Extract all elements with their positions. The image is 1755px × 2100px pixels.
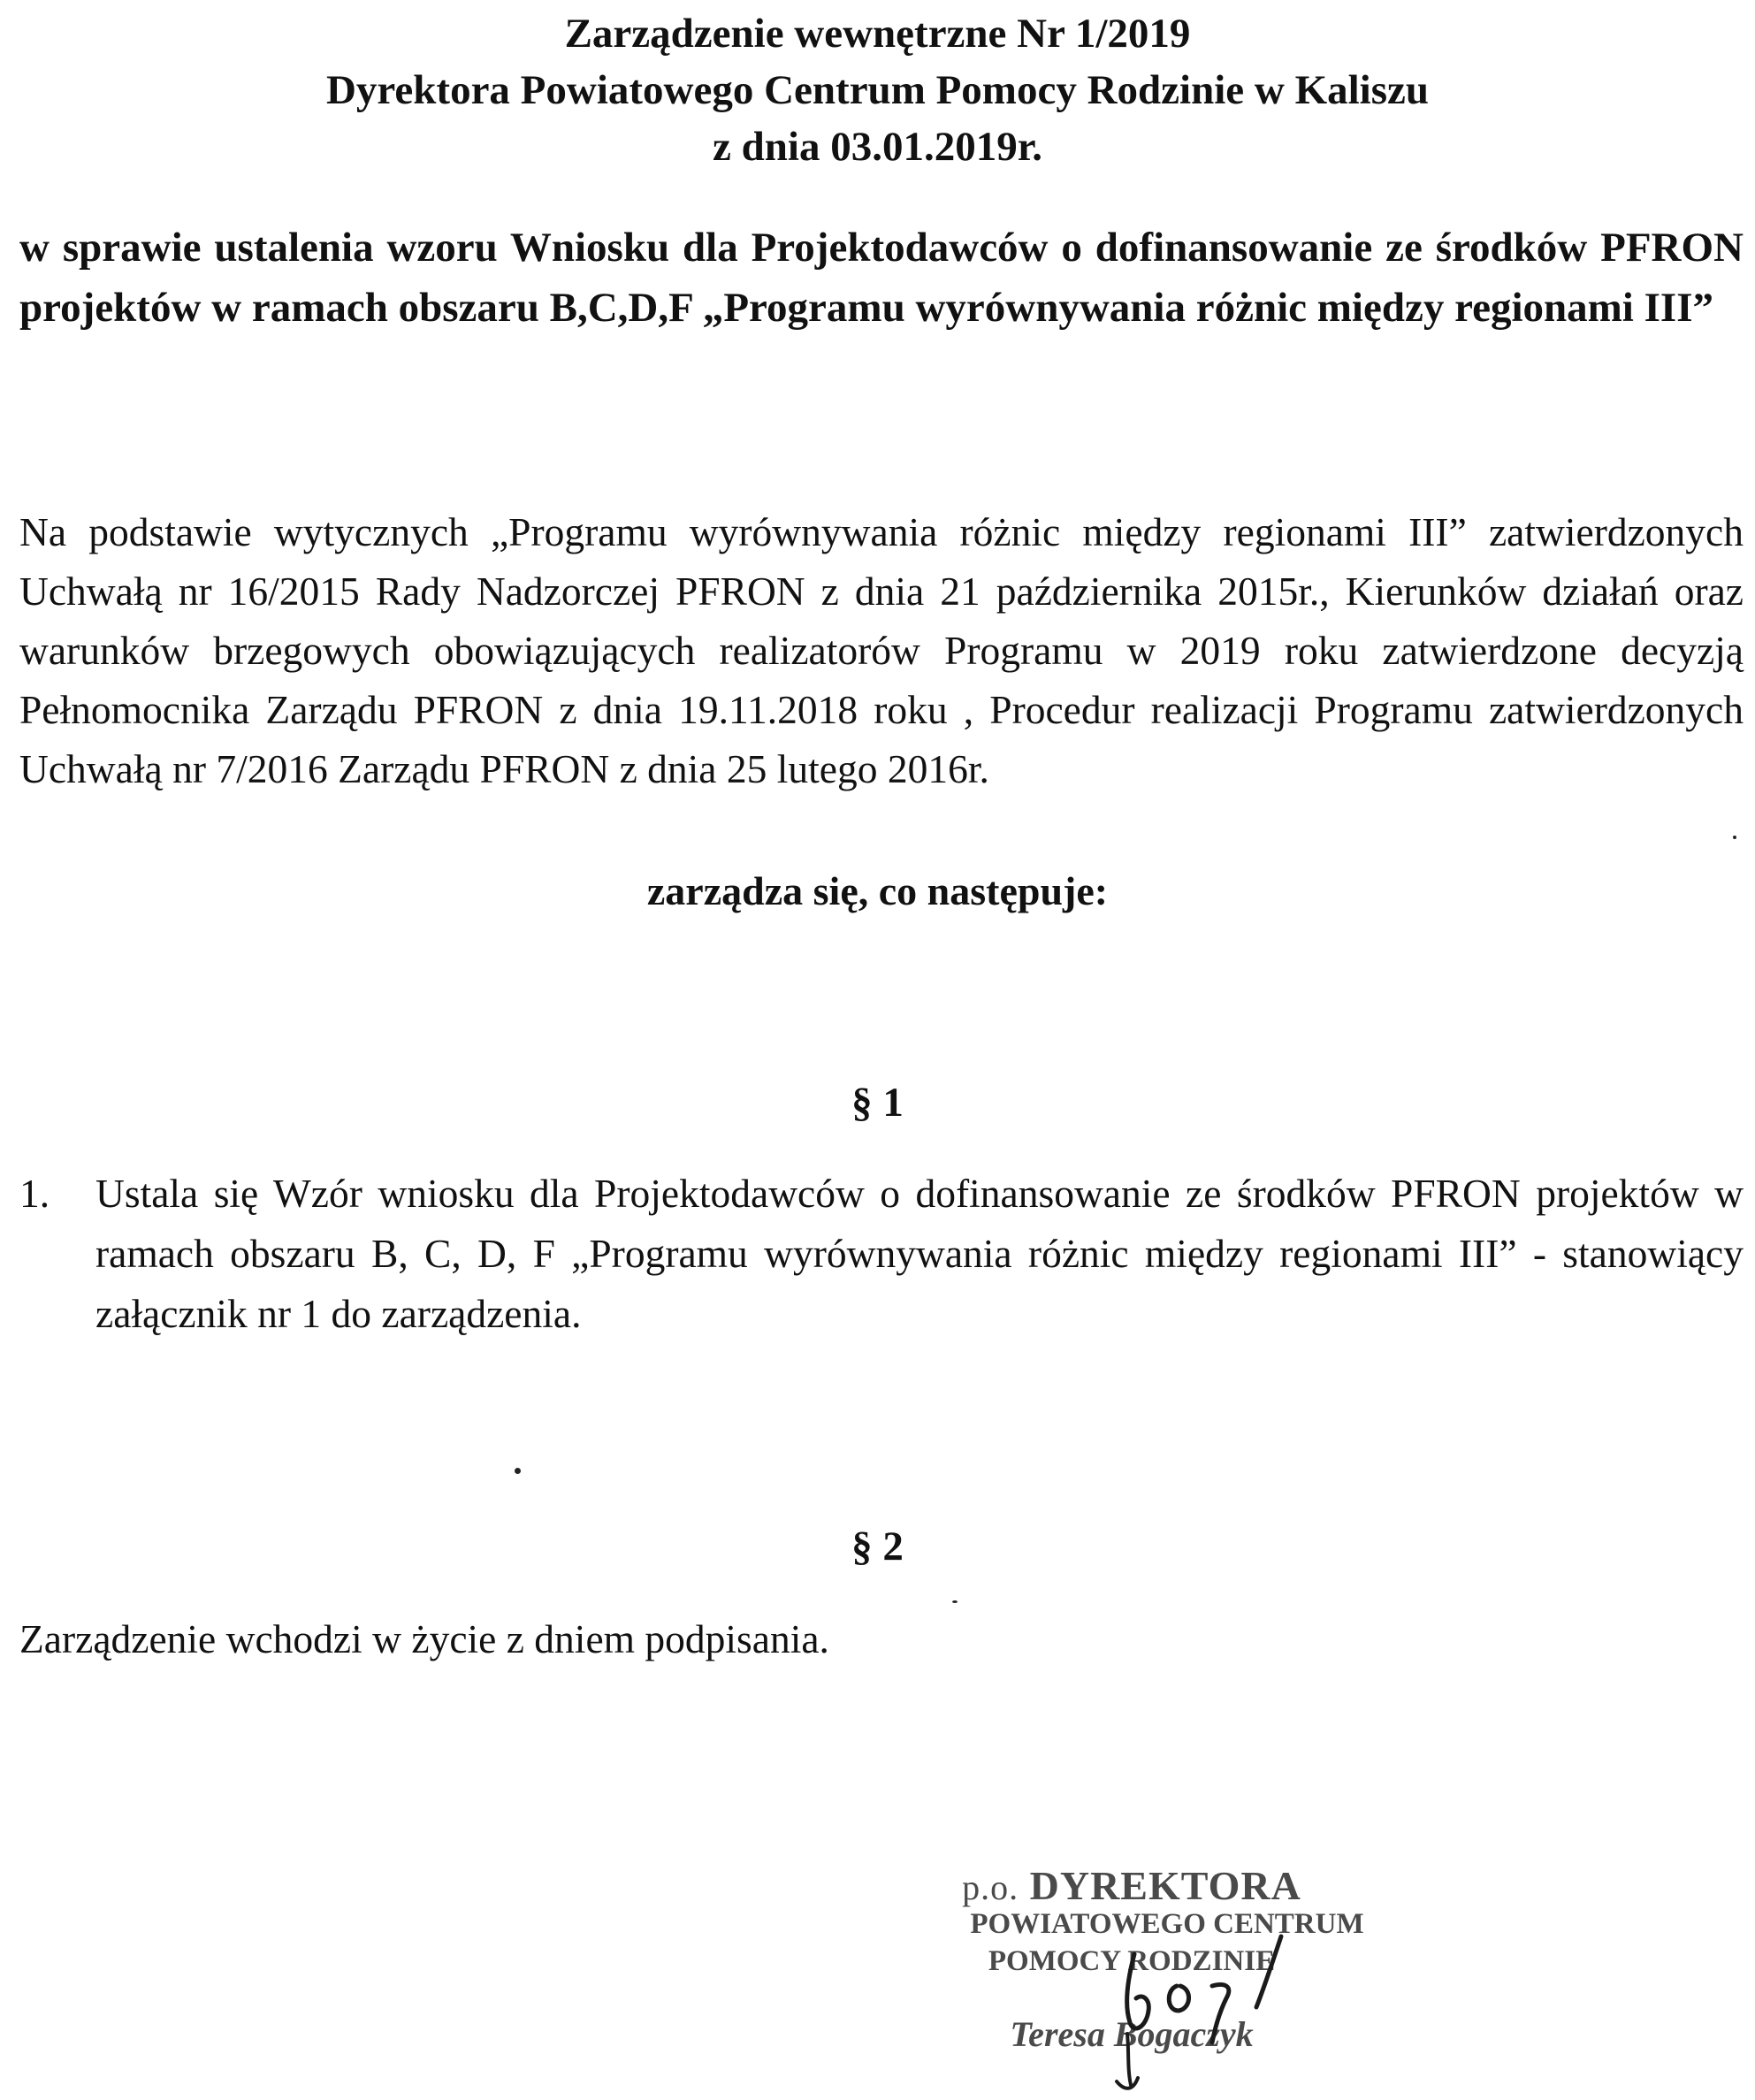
stamp-line-3: POMOCY RODZINIE — [988, 1945, 1276, 1977]
scan-speck — [515, 1468, 521, 1474]
stamp-title: DYREKTORA — [1029, 1863, 1301, 1908]
header-date: z dnia 03.01.2019r. — [713, 124, 1042, 170]
list-item-number: 1. — [19, 1171, 50, 1216]
section-1-mark: § 1 — [851, 1080, 904, 1126]
legal-basis-paragraph: Na podstawie wytycznych „Programu wyrównywania różnic między regionami III” zatwierdzonych Uchwałą nr 16/2015 Rady Nadzorczej PFRON z dnia 21 października 2015r., Kierunków działań oraz warunków brzegowych obowiązujących realizatorów Programu w 2019 roku zatwierdzone decyzją Pełnomocnika Zarządu PFRON z dnia 19.11.2018 roku , Procedur realizacji Programu zatwierdzonych Uchwałą nr 7/2016 Zarządu PFRON z dnia 25 lutego 2016r. — [19, 509, 1744, 791]
section-2-mark: § 2 — [851, 1523, 904, 1569]
list-item — [19, 1164, 1744, 1344]
signature-strokes — [1092, 1901, 1322, 2096]
scan-speck — [1733, 836, 1736, 839]
section-1-list — [19, 1164, 1744, 1344]
decree-statement: zarządza się, co następuje: — [646, 868, 1109, 913]
stamp-prefix: p.o. — [962, 1867, 1019, 1907]
stamp-line-2: POWIATOWEGO CENTRUM — [970, 1908, 1364, 1940]
list-item-text: Ustala się Wzór wniosku dla Projektodawców o dofinansowanie ze środków PFRON projektów w ramach obszaru B, C, D, F „Programu wyrównywania różnic między regionami III” - stanowiący załącznik nr 1 do zarządzenia. — [95, 1171, 1744, 1336]
scan-speck — [952, 1600, 958, 1603]
handwritten-signature — [1092, 1901, 1322, 2096]
document-header — [0, 5, 1755, 175]
header-title: Zarządzenie wewnętrzne Nr 1/2019 — [564, 11, 1191, 57]
stamp-name: Teresa Bogaczyk — [1010, 2014, 1254, 2054]
section-2-text: Zarządzenie wchodzi w życie z dniem podpisania. — [19, 1616, 829, 1661]
header-issuer: Dyrektora Powiatowego Centrum Pomocy Rodzinie w Kaliszu — [325, 67, 1430, 113]
document-subject: w sprawie ustalenia wzoru Wniosku dla Projektodawców o dofinansowanie ze środków PFRON projektów w ramach obszaru B,C,D,F „Programu wyrównywania różnic między regionami III” — [19, 225, 1744, 331]
